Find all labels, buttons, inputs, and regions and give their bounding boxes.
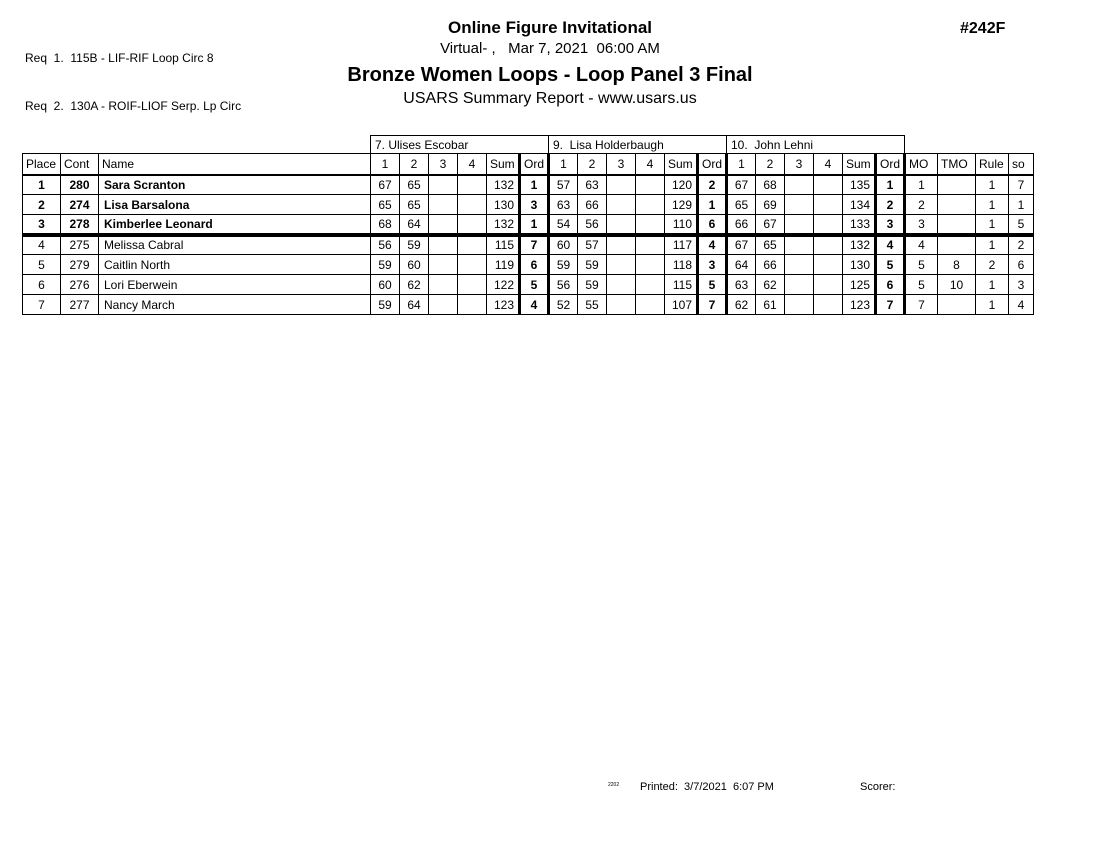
score-cell: 65 (756, 235, 785, 255)
score-cell: 67 (727, 175, 756, 195)
rule-cell: 2 (976, 255, 1009, 275)
mo-cell: 1 (905, 175, 938, 195)
score-cell: 59 (549, 255, 578, 275)
mo-cell: 5 (905, 275, 938, 295)
place-cell: 4 (23, 235, 61, 255)
score-cell: 62 (727, 295, 756, 315)
sum-cell: 117 (665, 235, 698, 255)
score-cell (458, 175, 487, 195)
cont-cell: 277 (61, 295, 99, 315)
sum-cell: 110 (665, 215, 698, 235)
table-row (23, 215, 1034, 235)
ord-cell: 5 (698, 275, 727, 295)
col-header-tmo: TMO (938, 154, 976, 175)
sum-cell: 132 (843, 235, 876, 255)
tmo-cell (938, 235, 976, 255)
col-header-name: Name (99, 154, 371, 175)
score-cell (636, 275, 665, 295)
results-table (22, 135, 1034, 315)
score-cell: 61 (756, 295, 785, 315)
so-cell: 3 (1009, 275, 1034, 295)
col-header-score1: 1 (549, 154, 578, 175)
score-cell (458, 275, 487, 295)
tmo-cell (938, 195, 976, 215)
col-header-place: Place (23, 154, 61, 175)
mo-cell: 7 (905, 295, 938, 315)
ord-cell: 3 (698, 255, 727, 275)
score-cell: 65 (727, 195, 756, 215)
score-cell (814, 255, 843, 275)
event-title: Online Figure Invitational (447, 18, 653, 37)
score-cell (458, 255, 487, 275)
so-cell: 2 (1009, 235, 1034, 255)
table-row (23, 255, 1034, 275)
place-cell: 1 (23, 175, 61, 195)
score-cell (785, 235, 814, 255)
sum-cell: 129 (665, 195, 698, 215)
name-cell: Lori Eberwein (99, 275, 371, 295)
score-cell (814, 175, 843, 195)
col-header-score1: 1 (727, 154, 756, 175)
col-header-score3: 3 (429, 154, 458, 175)
ord-cell: 4 (876, 235, 905, 255)
so-cell: 4 (1009, 295, 1034, 315)
rule-cell: 1 (976, 175, 1009, 195)
score-cell: 60 (400, 255, 429, 275)
sum-cell: 123 (487, 295, 520, 315)
col-header-so: so (1009, 154, 1034, 175)
score-cell (814, 295, 843, 315)
ord-cell: 7 (698, 295, 727, 315)
ord-cell: 6 (698, 215, 727, 235)
score-cell: 64 (400, 215, 429, 235)
score-cell (636, 255, 665, 275)
tmo-cell (938, 175, 976, 195)
ord-cell: 2 (876, 195, 905, 215)
score-cell: 62 (400, 275, 429, 295)
tmo-cell (938, 295, 976, 315)
mo-cell: 5 (905, 255, 938, 275)
score-cell: 64 (727, 255, 756, 275)
score-cell (636, 235, 665, 255)
score-cell: 57 (549, 175, 578, 195)
name-cell: Sara Scranton (99, 175, 371, 195)
scorer-label: Scorer: (860, 781, 896, 793)
name-cell: Lisa Barsalona (99, 195, 371, 215)
judge-row-spacer (23, 136, 371, 154)
tmo-cell (938, 215, 976, 235)
col-header-sum: Sum (665, 154, 698, 175)
title-block (0, 18, 1100, 108)
score-cell (814, 195, 843, 215)
name-cell: Melissa Cabral (99, 235, 371, 255)
cont-cell: 278 (61, 215, 99, 235)
col-header-score2: 2 (578, 154, 607, 175)
score-cell (785, 295, 814, 315)
score-cell: 67 (727, 235, 756, 255)
cont-cell: 280 (61, 175, 99, 195)
ord-cell: 1 (520, 175, 549, 195)
score-cell (607, 295, 636, 315)
score-cell (607, 255, 636, 275)
rule-cell: 1 (976, 215, 1009, 235)
col-header-cont: Cont (61, 154, 99, 175)
sum-cell: 125 (843, 275, 876, 295)
ord-cell: 4 (698, 235, 727, 255)
mo-cell: 2 (905, 195, 938, 215)
score-cell: 67 (756, 215, 785, 235)
score-cell (458, 295, 487, 315)
score-cell (458, 195, 487, 215)
score-cell (429, 175, 458, 195)
score-cell: 65 (371, 195, 400, 215)
score-cell: 62 (756, 275, 785, 295)
score-cell (458, 235, 487, 255)
ord-cell: 4 (520, 295, 549, 315)
score-cell: 65 (400, 195, 429, 215)
ord-cell: 6 (876, 275, 905, 295)
score-cell: 66 (578, 195, 607, 215)
sum-cell: 115 (665, 275, 698, 295)
place-cell: 5 (23, 255, 61, 275)
version-mark: 2202 (608, 782, 620, 788)
score-cell: 56 (549, 275, 578, 295)
ord-cell: 7 (520, 235, 549, 255)
score-cell (636, 215, 665, 235)
col-header-ord: Ord (876, 154, 905, 175)
so-cell: 1 (1009, 195, 1034, 215)
judge-3-name: 10. John Lehni (727, 136, 905, 154)
score-cell: 59 (371, 295, 400, 315)
tmo-cell: 10 (938, 275, 976, 295)
score-cell (458, 215, 487, 235)
results-body (23, 175, 1034, 315)
score-cell: 63 (578, 175, 607, 195)
name-cell: Caitlin North (99, 255, 371, 275)
req-line-2: Req 2. 130A - ROIF-LIOF Serp. Lp Circ (25, 99, 242, 113)
doc-number: #242F (960, 20, 1006, 37)
judge-2-name: 9. Lisa Holderbaugh (549, 136, 727, 154)
score-cell (607, 275, 636, 295)
ord-cell: 1 (520, 215, 549, 235)
score-cell (636, 175, 665, 195)
cont-cell: 276 (61, 275, 99, 295)
score-cell (607, 235, 636, 255)
score-cell: 69 (756, 195, 785, 215)
col-header-ord: Ord (698, 154, 727, 175)
table-row (23, 235, 1034, 255)
score-cell (636, 195, 665, 215)
score-cell: 57 (578, 235, 607, 255)
sum-cell: 120 (665, 175, 698, 195)
ord-cell: 3 (876, 215, 905, 235)
col-header-score3: 3 (785, 154, 814, 175)
score-cell: 65 (400, 175, 429, 195)
score-cell: 68 (371, 215, 400, 235)
score-cell: 59 (400, 235, 429, 255)
sum-cell: 123 (843, 295, 876, 315)
so-cell: 5 (1009, 215, 1034, 235)
ord-cell: 7 (876, 295, 905, 315)
cont-cell: 275 (61, 235, 99, 255)
col-header-mo: MO (905, 154, 938, 175)
ord-cell: 1 (876, 175, 905, 195)
sum-cell: 115 (487, 235, 520, 255)
ord-cell: 5 (876, 255, 905, 275)
sum-cell: 133 (843, 215, 876, 235)
score-cell (607, 175, 636, 195)
judge-1-name: 7. Ulises Escobar (371, 136, 549, 154)
score-cell (785, 275, 814, 295)
judge-row-spacer (905, 136, 1034, 154)
sum-cell: 134 (843, 195, 876, 215)
score-cell: 63 (549, 195, 578, 215)
printed-timestamp: Printed: 3/7/2021 6:07 PM (640, 781, 774, 793)
place-cell: 7 (23, 295, 61, 315)
sum-cell: 122 (487, 275, 520, 295)
col-header-score3: 3 (607, 154, 636, 175)
column-header-row (23, 154, 1034, 175)
score-cell (429, 295, 458, 315)
rule-cell: 1 (976, 295, 1009, 315)
score-cell (429, 275, 458, 295)
rule-cell: 1 (976, 195, 1009, 215)
cont-cell: 274 (61, 195, 99, 215)
score-cell (429, 195, 458, 215)
col-header-score1: 1 (371, 154, 400, 175)
score-cell: 66 (727, 215, 756, 235)
event-date-line: Virtual- , Mar 7, 2021 06:00 AM (440, 40, 660, 57)
sum-cell: 119 (487, 255, 520, 275)
ord-cell: 1 (698, 195, 727, 215)
col-header-score2: 2 (756, 154, 785, 175)
score-cell (636, 295, 665, 315)
table-row (23, 295, 1034, 315)
sum-cell: 118 (665, 255, 698, 275)
col-header-sum: Sum (487, 154, 520, 175)
sum-cell: 130 (843, 255, 876, 275)
sum-cell: 135 (843, 175, 876, 195)
score-cell: 52 (549, 295, 578, 315)
col-header-ord: Ord (520, 154, 549, 175)
footer (0, 780, 1100, 800)
score-cell (814, 235, 843, 255)
score-cell (785, 175, 814, 195)
mo-cell: 3 (905, 215, 938, 235)
so-cell: 6 (1009, 255, 1034, 275)
ord-cell: 2 (698, 175, 727, 195)
name-cell: Nancy March (99, 295, 371, 315)
table-row (23, 195, 1034, 215)
mo-cell: 4 (905, 235, 938, 255)
sum-cell: 107 (665, 295, 698, 315)
table-row (23, 175, 1034, 195)
rule-cell: 1 (976, 275, 1009, 295)
score-cell: 55 (578, 295, 607, 315)
score-cell: 68 (756, 175, 785, 195)
ord-cell: 6 (520, 255, 549, 275)
so-cell: 7 (1009, 175, 1034, 195)
score-cell (785, 255, 814, 275)
score-cell: 60 (371, 275, 400, 295)
place-cell: 3 (23, 215, 61, 235)
score-cell: 59 (371, 255, 400, 275)
rule-cell: 1 (976, 235, 1009, 255)
sum-cell: 130 (487, 195, 520, 215)
score-cell (607, 215, 636, 235)
ord-cell: 5 (520, 275, 549, 295)
score-cell (785, 195, 814, 215)
place-cell: 2 (23, 195, 61, 215)
score-cell: 54 (549, 215, 578, 235)
col-header-score4: 4 (458, 154, 487, 175)
score-cell: 59 (578, 275, 607, 295)
ord-cell: 3 (520, 195, 549, 215)
score-cell (785, 215, 814, 235)
col-header-sum: Sum (843, 154, 876, 175)
score-cell: 59 (578, 255, 607, 275)
score-cell: 60 (549, 235, 578, 255)
score-cell (429, 235, 458, 255)
score-cell: 56 (371, 235, 400, 255)
sum-cell: 132 (487, 215, 520, 235)
score-cell (814, 275, 843, 295)
cont-cell: 279 (61, 255, 99, 275)
req-line-1: Req 1. 115B - LIF-RIF Loop Circ 8 (25, 51, 214, 65)
score-cell (814, 215, 843, 235)
col-header-score2: 2 (400, 154, 429, 175)
score-cell: 67 (371, 175, 400, 195)
score-cell: 56 (578, 215, 607, 235)
place-cell: 6 (23, 275, 61, 295)
name-cell: Kimberlee Leonard (99, 215, 371, 235)
report-subtitle: USARS Summary Report - www.usars.us (403, 90, 697, 107)
division-title: Bronze Women Loops - Loop Panel 3 Final (347, 64, 753, 86)
table-row (23, 275, 1034, 295)
score-cell (429, 255, 458, 275)
score-cell: 66 (756, 255, 785, 275)
col-header-score4: 4 (636, 154, 665, 175)
col-header-rule: Rule (976, 154, 1009, 175)
results-table-wrap (22, 135, 1034, 315)
judge-header-row (23, 136, 1034, 154)
score-cell: 64 (400, 295, 429, 315)
sum-cell: 132 (487, 175, 520, 195)
tmo-cell: 8 (938, 255, 976, 275)
score-cell (607, 195, 636, 215)
col-header-score4: 4 (814, 154, 843, 175)
score-cell (429, 215, 458, 235)
score-cell: 63 (727, 275, 756, 295)
